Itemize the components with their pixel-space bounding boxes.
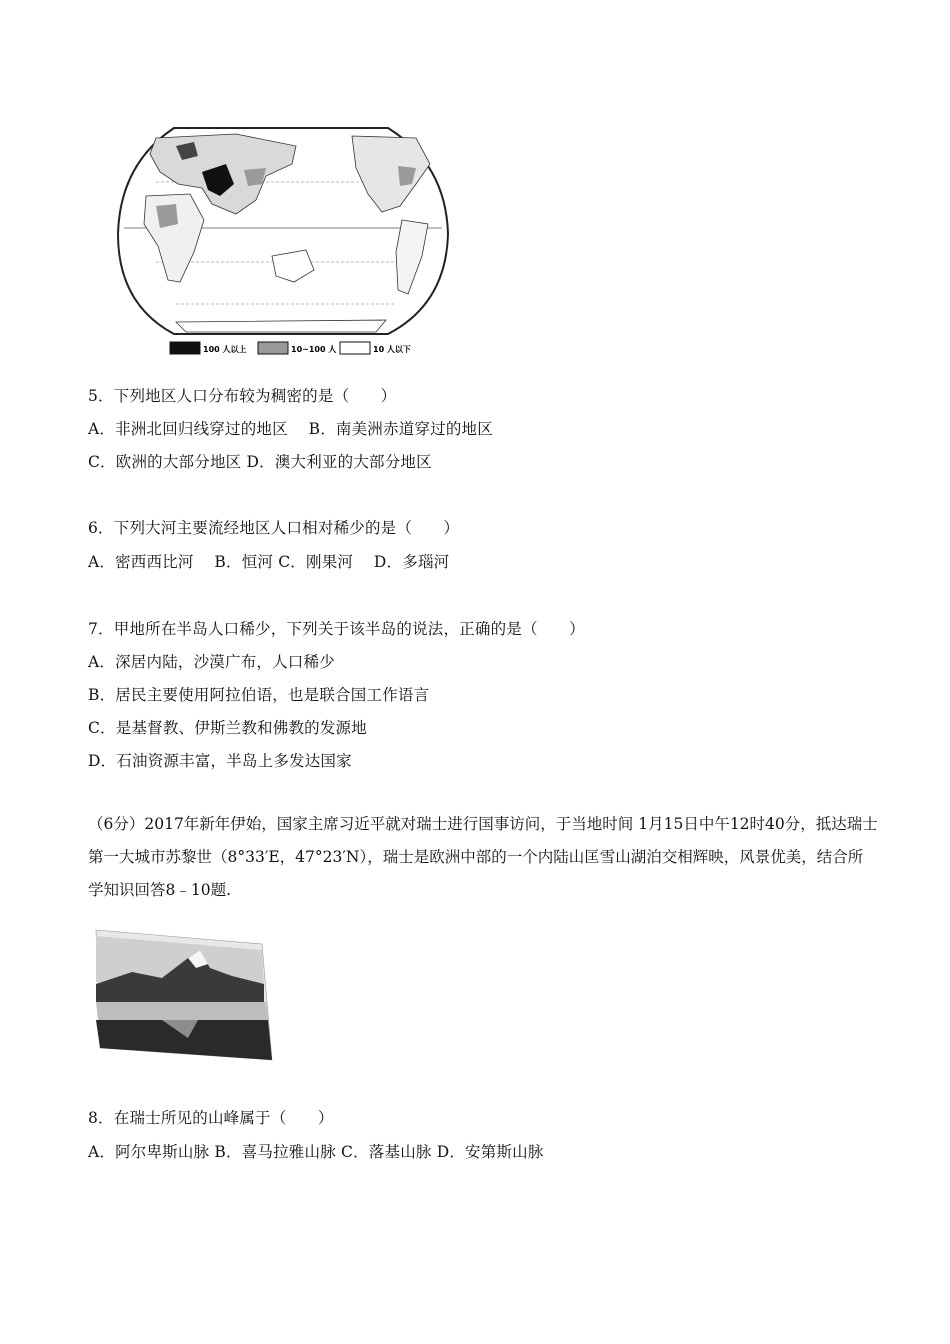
legend-label-high: 100 人以上 [203, 345, 247, 354]
question-5-options-cd: C．欧洲的大部分地区 D．澳大利亚的大部分地区 [88, 453, 432, 471]
question-6-stem: 6．下列大河主要流经地区人口相对稀少的是（ ） [88, 519, 460, 537]
switzerland-intro-paragraph: （6分）2017年新年伊始，国家主席习近平就对瑞士进行国事访问，于当地时间 1月15日中午12时40分，抵达瑞士第一大城市苏黎世（8°33′E，47°23′N），瑞士是欧洲中部的一个内陆山匡雪山湖泊交相辉映，风景优美，结合所学知识回答8﹣10题. [88, 815, 878, 899]
question-8-stem: 8．在瑞士所见的山峰属于（ ） [88, 1109, 334, 1127]
question-7-option-a: A．深居内陆，沙漠广布，人口稀少 [88, 653, 335, 671]
question-7-option-c: C．是基督教、伊斯兰教和佛教的发源地 [88, 719, 367, 737]
question-7-stem: 7．甲地所在半岛人口稀少，下列关于该半岛的说法，正确的是（ ） [88, 620, 585, 638]
question-8-options: A．阿尔卑斯山脉 B．喜马拉雅山脉 C．落基山脉 D．安第斯山脉 [88, 1143, 544, 1161]
question-5-options-ab: A．非洲北回归线穿过的地区 B．南美洲赤道穿过的地区 [88, 420, 493, 438]
matterhorn-lake-photo [92, 928, 274, 1062]
legend-label-low: 10 人以下 [373, 345, 411, 354]
photo-graphic [92, 928, 274, 1062]
map-graphic [116, 124, 452, 364]
question-5-stem: 5．下列地区人口分布较为稠密的是（ ） [88, 387, 397, 405]
question-7-option-b: B．居民主要使用阿拉伯语，也是联合国工作语言 [88, 686, 430, 704]
legend-label-mid: 10~100 人 [291, 345, 337, 354]
question-6-options: A．密西西比河 B．恒河 C．刚果河 D．多瑙河 [88, 553, 450, 571]
question-7-option-d: D．石油资源丰富，半岛上多发达国家 [88, 752, 352, 770]
world-population-map [116, 124, 452, 364]
